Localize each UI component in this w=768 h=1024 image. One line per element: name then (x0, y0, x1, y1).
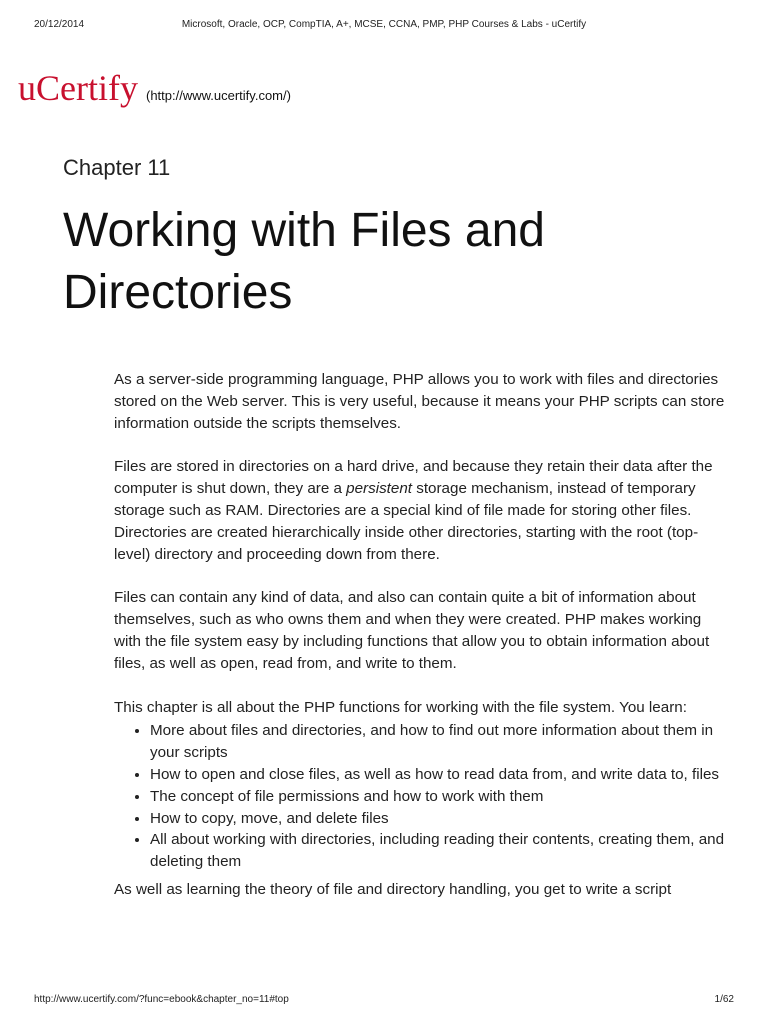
chapter-label: Chapter 11 (63, 155, 171, 180)
list-item: • More about files and directories, and how to find out more information about them in your scripts (150, 720, 726, 764)
print-date: 20/12/2014 (34, 19, 85, 30)
chapter-title: Working with Files and Directories (63, 204, 545, 319)
paragraph-file-data: Files can contain any kind of data, and also can contain quite a bit of information about themselves, such as who owns them and when they were created. PHP makes working with the file system easy by including functions that allow you to obtain information about files, as well as open, read from, and write to them. (114, 589, 710, 672)
paragraph-text: Files are stored in directories on a hard drive, and because they retain their data after the computer is shut down, they are a (114, 458, 713, 498)
list-item: • The concept of file permissions and how to work with them (150, 786, 726, 808)
brand-url-link[interactable]: (http://www.ucertify.com/) (145, 88, 291, 103)
list-item: • All about working with directories, including reading their contents, creating them, and deleting them (150, 829, 726, 873)
print-page-title: Microsoft, Oracle, OCP, CompTIA, A+, MCSE, CCNA, PMP, PHP Courses & Labs - uCertify (181, 19, 587, 30)
paragraph-intro: As a server-side programming language, PHP allows you to work with files and directories stored on the Web server. This is very useful, because it means your PHP scripts can store information outside the scripts themselves. (114, 371, 725, 432)
learning-list (114, 720, 726, 873)
paragraph-chapter-intro: This chapter is all about the PHP functions for working with the file system. You learn: (114, 698, 687, 716)
paragraph-text: storage mechanism, instead of temporary storage such as RAM. Directories are a special kind of file made for storing other files. Directories are created hierarchically inside other directories, starting with the root (top-level) directory and proceeding down from there. (114, 480, 699, 563)
paragraph-files-storage (114, 456, 726, 565)
ucertify-logo[interactable]: uCertify (18, 68, 138, 108)
emphasis-persistent: persistent (346, 480, 413, 498)
brand-header (18, 66, 291, 110)
page-number: 1/62 (714, 994, 734, 1005)
chapter-body (114, 369, 726, 923)
print-footer-url: http://www.ucertify.com/?func=ebook&chapter_no=11#top (34, 994, 289, 1005)
paragraph-closing: As well as learning the theory of file and directory handling, you get to write a script (114, 880, 672, 898)
list-item: • How to open and close files, as well as how to read data from, and write data to, files (150, 764, 726, 786)
list-item: • How to copy, move, and delete files (150, 808, 726, 830)
